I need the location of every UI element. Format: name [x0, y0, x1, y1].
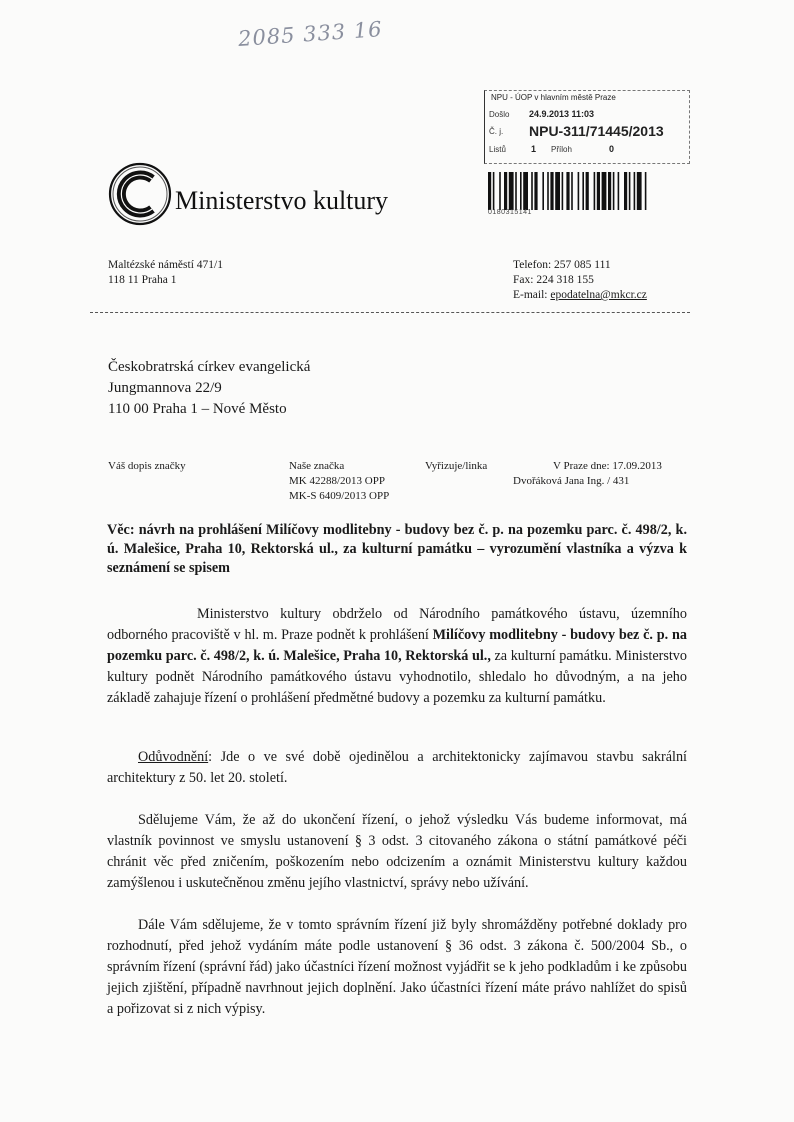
ministry-contacts	[513, 258, 647, 303]
stamp-listu-value: 1	[531, 144, 537, 154]
stamp-priloh-value: 0	[609, 144, 615, 154]
vyrizuje-label: Vyřizuje/linka	[425, 460, 488, 472]
ministry-address-line1: Maltézské náměstí 471/1	[108, 259, 223, 271]
stamp-cj-label: Č. j.	[489, 127, 504, 136]
ministry-address-line2: 118 11 Praha 1	[108, 274, 177, 286]
stamp-cj-value: NPU-311/71445/2013	[529, 123, 664, 139]
paragraph-1	[107, 604, 687, 709]
stamp-listu-label: Listů	[489, 145, 506, 154]
paragraph-2	[107, 747, 687, 789]
recipient-line1: Českobratrská církev evangelická	[108, 359, 311, 375]
vas-dopis-label: Váš dopis značky	[108, 460, 186, 472]
stamp-dosel-value: 24.9.2013 11:03	[529, 109, 595, 119]
paragraph-1-intro: Ministerstvo kultury obdrželo od Národního památkového ústavu, územního odborného pracoviště v hl. m. Praze podnět k prohlášení	[107, 606, 687, 643]
paragraph-3-text: Sdělujeme Vám, že až do ukončení řízení, o jehož výsledku Vás budeme informovat, má vlastník povinnost ve smyslu ustanovení § 3 odst. 3 citovaného zákona o státní památkové péči chránit věc před zničením, poškozením nebo odcizením a oznámit Ministerstvu kultury každou zamýšlenou i uskutečněnou změnu jejího vlastnictví, správy nebo užívání.	[107, 812, 687, 891]
paragraph-4	[107, 915, 687, 1020]
paragraph-1-object: Milíčovy modlitebny - budovy bez č. p. na pozemku parc. č. 498/2, k. ú. Malešice, Praha 10, Rektorská ul.,	[107, 627, 687, 664]
paragraph-3	[107, 810, 687, 894]
justification-text: : Jde o ve své době ojedinělou a architektonicky zajímavou stavbu sakrální architektury z 50. let 20. století.	[107, 749, 687, 786]
subject: Věc: návrh na prohlášení Milíčovy modlitebny - budovy bez č. p. na pozemku parc. č. 498/2, k. ú. Malešice, Praha 10, Rektorská ul., za kulturní památku – vyrozumění vlastníka a výzva k seznámení se spisem	[107, 522, 687, 576]
stamp-dosel-label: Došlo	[489, 110, 510, 119]
stamp-title: NPU - ÚOP v hlavním městě Praze	[491, 93, 616, 102]
ministry-logo-icon	[108, 162, 172, 226]
justification-label: Odůvodnění	[138, 749, 209, 765]
ministry-address	[108, 258, 223, 288]
handwritten-note: 2085 333 16	[237, 16, 384, 52]
barcode	[488, 172, 686, 210]
recipient-address	[108, 357, 310, 420]
ministry-email-label: E-mail:	[513, 289, 551, 301]
nase-znacka-2: MK-S 6409/2013 OPP	[289, 490, 390, 502]
registry-stamp	[484, 90, 690, 164]
vyrizuje-value: Dvořáková Jana Ing. / 431	[513, 475, 630, 487]
ministry-fax: Fax: 224 318 155	[513, 274, 594, 286]
barcode-number: 0180315141	[488, 209, 532, 216]
nase-znacka-1: MK 42288/2013 OPP	[289, 475, 385, 487]
letter-date: V Praze dne: 17.09.2013	[553, 460, 662, 472]
recipient-line3: 110 00 Praha 1 – Nové Město	[108, 401, 287, 417]
paragraph-1-rest: za kulturní památku. Ministerstvo kultury podnět Národního památkového ústavu vyhodnotilo, shledalo ho důvodným, a na jeho základě zahajuje řízení o prohlášení předmětné budovy a pozemku za kulturní památku.	[107, 648, 687, 706]
nase-znacka-block	[289, 459, 389, 504]
nase-znacka-label: Naše značka	[289, 460, 345, 472]
header-divider	[90, 312, 690, 313]
paragraph-4-text: Dále Vám sdělujeme, že v tomto správním řízení již byly shromážděny potřebné doklady pro rozhodnutí, před jehož vydáním máte podle ustanovení § 36 odst. 3 zákona č. 500/2004 Sb., o správním řízení (správní řád) jako účastníci řízení možnost vyjádřit se k jeho podkladům i ke způsobu jejich zjištění, případně navrhnout jejich doplnění. Jako účastníci řízení máte právo nahlížet do spisů a pořizovat si z nich výpisy.	[107, 917, 687, 1017]
stamp-priloh-label: Příloh	[551, 145, 572, 154]
recipient-line2: Jungmannova 22/9	[108, 380, 222, 396]
ministry-phone: Telefon: 257 085 111	[513, 259, 611, 271]
ministry-email-link[interactable]: epodatelna@mkcr.cz	[550, 289, 647, 301]
ministry-name: Ministerstvo kultury	[175, 186, 389, 215]
